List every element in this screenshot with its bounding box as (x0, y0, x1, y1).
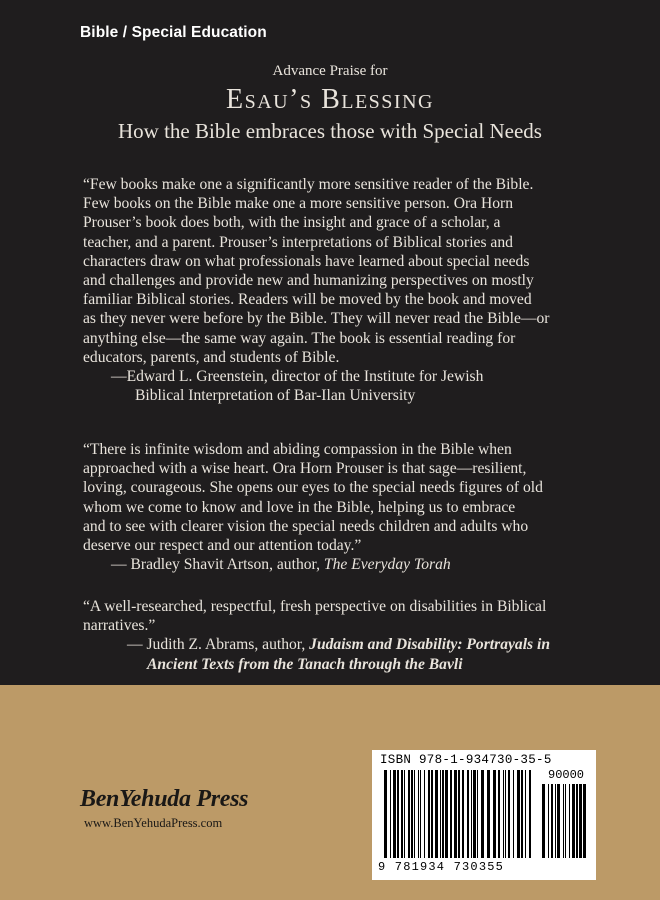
isbn-barcode (372, 750, 596, 880)
praise-quote-greenstein (83, 175, 583, 405)
quote-attribution (83, 635, 583, 654)
category-label: Bible / Special Education (80, 24, 267, 41)
quote-line: “Few books make one a significantly more sensitive reader of the Bible. (83, 176, 534, 193)
quote-attribution-cont: Biblical Interpretation of Bar-Ilan University (135, 387, 416, 405)
quote-attribution: —Edward L. Greenstein, director of the Institute for Jewish (111, 368, 484, 386)
quote-line: characters draw on what professionals have learned about special needs (83, 252, 530, 270)
quote-line: loving, courageous. She opens our eyes to the special needs figures of old (83, 479, 543, 497)
quote-line: Few books on the Bible make one a more sensitive person. Ora Horn (83, 195, 514, 213)
publisher-url: www.BenYehudaPress.com (84, 816, 223, 830)
praise-quote-artson (83, 440, 583, 574)
quote-line: educators, parents, and students of Bible. (83, 348, 340, 366)
quote-line: approached with a wise heart. Ora Horn Prouser is that sage—resilient, (83, 460, 527, 478)
quote-line: anything else—the same way again. The book is essential reading for (83, 329, 516, 347)
attribution-book-title-cont: Ancient Texts from the Tanach through the Bavli (147, 655, 463, 673)
quote-line: “There is infinite wisdom and abiding compassion in the Bible when (83, 441, 512, 458)
price-code: 90000 (548, 768, 585, 782)
isbn-label: ISBN 978-1-934730-35-5 (380, 753, 552, 767)
praise-label: Advance Praise for (272, 63, 388, 79)
quote-line: deserve our respect and our attention today.” (83, 537, 362, 555)
quote-line: and to see with clearer vision the special needs children and adults who (83, 517, 529, 535)
attribution-author: — Judith Z. Abrams, author, (127, 636, 310, 654)
praise-quote-abrams (83, 597, 583, 674)
quote-line: and challenges and provide new and humanizing perspectives on mostly (83, 272, 534, 290)
barcode-digits: 9 781934 730355 (378, 860, 505, 874)
attribution-book-title: The Everyday Torah (323, 556, 451, 574)
quote-line: narratives.” (83, 617, 156, 635)
quote-line: whom we come to know and love in the Bible, helping us to embrace (83, 498, 516, 516)
attribution-author: — Bradley Shavit Artson, author, (111, 556, 324, 574)
quote-line: “A well-researched, respectful, fresh perspective on disabilities in Biblical (83, 598, 547, 615)
quote-line: teacher, and a parent. Prouser’s interpretations of Biblical stories and (83, 233, 513, 251)
quote-line: as they never were before by the Bible. They will never read the Bible—or (83, 310, 550, 328)
quote-line: Prouser’s book does both, with the insight and grace of a scholar, a (83, 214, 501, 232)
quote-attribution (83, 555, 583, 574)
book-title: Esau’s Blessing (226, 84, 434, 115)
quote-line: familiar Biblical stories. Readers will be moved by the book and moved (83, 291, 532, 309)
publisher-logo: BenYehuda Press (80, 786, 249, 812)
barcode-bars (376, 770, 592, 860)
book-subtitle: How the Bible embraces those with Special Needs (118, 119, 542, 143)
attribution-book-title: Judaism and Disability: Portrayals in (309, 636, 551, 654)
